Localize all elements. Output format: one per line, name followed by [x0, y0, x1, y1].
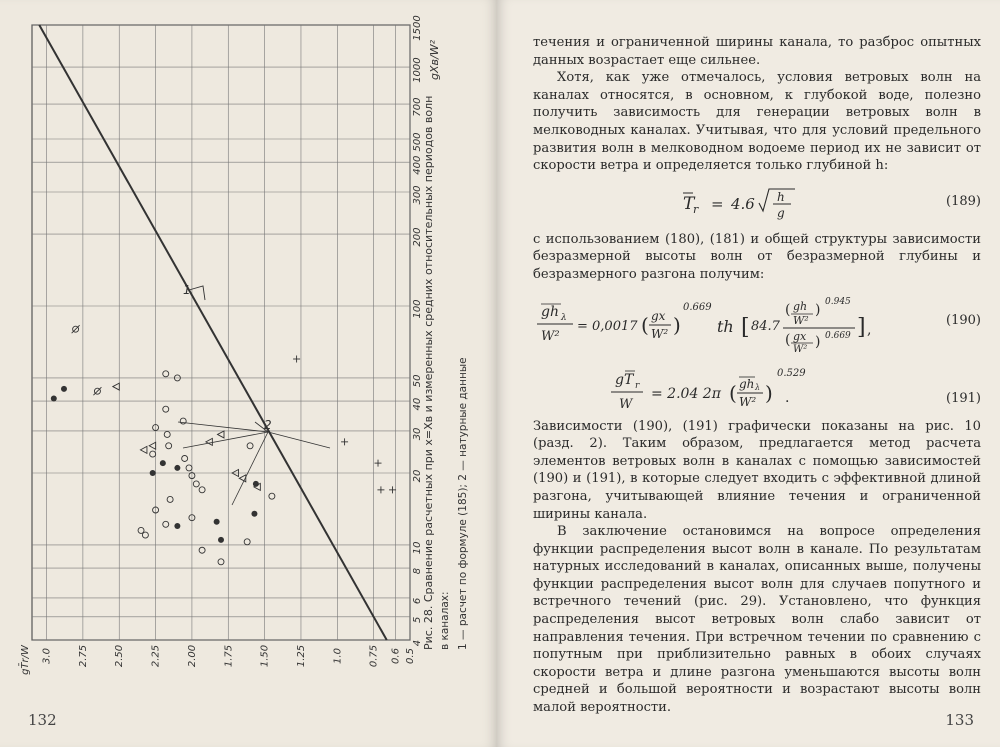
x-tick-label: 1500	[412, 15, 423, 41]
curve-1-line	[39, 25, 386, 640]
body-text	[533, 34, 981, 717]
data-point-open	[150, 451, 156, 457]
svg-text:[: [	[741, 314, 750, 340]
data-point-triangle	[206, 438, 213, 445]
equation-189	[533, 181, 981, 225]
data-point-open	[218, 559, 224, 565]
svg-text:=: =	[711, 194, 724, 213]
y-tick-label: 1.0	[332, 648, 344, 664]
data-point-open	[199, 547, 205, 553]
y-tick-label: 0.5	[405, 648, 416, 664]
right-page	[497, 0, 1000, 747]
y-tick-label: 3.0	[41, 648, 53, 664]
svg-text:= 2.04 2π: = 2.04 2π	[651, 385, 721, 402]
x-tick-label: 200	[412, 227, 423, 247]
y-axis-label: gT̄r/W	[20, 645, 31, 675]
paragraph-3: с использованием (180), (181) и общей структуры зависимости безразмерной высоты волн от безразмерной глубины и безразмерного разгона получим:	[533, 231, 981, 282]
svg-text:(: (	[729, 380, 737, 405]
svg-text:(: (	[785, 301, 791, 318]
svg-text:0.669: 0.669	[825, 330, 851, 341]
x-tick-label: 20	[412, 469, 423, 483]
x-tick-label: 1000	[412, 57, 423, 83]
y-tick-label: 2.50	[114, 644, 126, 668]
equation-189-formula	[533, 181, 933, 225]
equation-189-number: (189)	[946, 193, 981, 209]
x-tick-label: 500	[412, 132, 423, 152]
data-point-triangle	[140, 446, 147, 453]
paragraph-1: течения и ограниченной ширины канала, то разброс опытных данных возрастает еще сильнее.	[533, 35, 981, 68]
svg-text:): )	[815, 333, 821, 350]
data-point-triangle	[149, 442, 156, 449]
x-tick-label: 40	[412, 397, 423, 411]
x-tick-label: 10	[412, 541, 423, 555]
svg-text:]: ]	[857, 314, 866, 340]
svg-text:r: r	[693, 202, 699, 216]
svg-text:gh: gh	[739, 376, 755, 391]
equation-190-formula	[533, 290, 933, 352]
svg-text:W²: W²	[651, 326, 669, 341]
svg-text:84.7: 84.7	[751, 318, 780, 334]
svg-text:0.945: 0.945	[825, 296, 851, 307]
data-point-open	[182, 455, 188, 461]
svg-text:): )	[765, 380, 773, 405]
equation-190	[533, 290, 981, 352]
x-tick-label: 6	[412, 597, 423, 605]
svg-text:W²: W²	[739, 394, 757, 409]
y-tick-label: 0.75	[368, 644, 380, 668]
svg-text:4.6: 4.6	[731, 194, 755, 213]
data-point-filled	[160, 460, 166, 466]
y-tick-label: 1.75	[223, 644, 235, 668]
svg-text:r: r	[635, 380, 640, 391]
data-point-open	[163, 521, 169, 527]
caption-line-3: 1 — расчет по формуле (185); 2 — натурные данные	[457, 357, 469, 650]
data-point-open	[247, 443, 253, 449]
plot-frame	[32, 25, 410, 640]
svg-text:0.529: 0.529	[777, 367, 806, 379]
page-number-left: 132	[28, 711, 57, 729]
caption-line-1: Рис. 28. Сравнение расчетных при x=Xв и измеренных средних относительных периодов волн	[422, 95, 435, 650]
data-point-filled	[218, 537, 224, 543]
data-point-triangle	[218, 431, 225, 438]
x-tick-label: 8	[412, 567, 423, 575]
svg-text:W²: W²	[793, 313, 809, 327]
svg-text:0.669: 0.669	[683, 301, 712, 313]
svg-text:g: g	[777, 205, 785, 220]
data-point-open	[199, 487, 205, 493]
data-point-open	[244, 539, 250, 545]
x-tick-label: 400	[412, 155, 423, 175]
caption-line-2: в каналах:	[439, 591, 451, 650]
data-point-open	[167, 496, 173, 502]
left-page	[0, 0, 497, 747]
data-point-filled	[61, 386, 67, 392]
svg-text:λ: λ	[561, 312, 567, 323]
data-point-triangle	[113, 383, 120, 390]
data-point-filled	[214, 519, 220, 525]
svg-text:W²: W²	[541, 328, 560, 344]
data-point-open	[163, 371, 169, 377]
data-label-2: 2	[264, 418, 272, 432]
x-tick-label: 30	[412, 427, 423, 441]
svg-text:gx: gx	[793, 329, 807, 343]
svg-text:): )	[673, 312, 681, 337]
label-2-leader	[178, 422, 268, 432]
svg-text:gh: gh	[541, 303, 559, 320]
svg-text:(: (	[641, 312, 649, 337]
x-axis-label: gXв/W²	[428, 40, 441, 80]
svg-text:): )	[815, 301, 821, 318]
svg-text:W²: W²	[793, 343, 808, 352]
equation-191-formula	[533, 358, 933, 412]
equation-190-number: (190)	[946, 312, 981, 328]
equation-191	[533, 358, 981, 412]
x-tick-label: 300	[412, 185, 423, 205]
paragraph-2: Хотя, как уже отмечалось, условия ветровых волн на каналах относятся, в основном, к глубокой воде, полезно получить зависимость для генерации ветровых волн в мелководных каналах. Учитывая, что для условий предельного развития волн в мелководном водоеме период их не зависит от скорости ветра и определяется только глубиной h:	[533, 70, 981, 174]
y-tick-label: 1.25	[295, 644, 307, 668]
data-point-open	[142, 532, 148, 538]
x-tick-label: 4	[412, 639, 423, 647]
data-point-filled	[51, 396, 57, 402]
equation-191-number: (191)	[946, 390, 981, 406]
y-tick-label: 1.50	[259, 644, 271, 668]
svg-text:W: W	[619, 396, 633, 412]
data-point-filled	[174, 523, 180, 529]
label-2-leader	[183, 432, 268, 448]
data-point-filled	[251, 511, 257, 517]
svg-text:.: .	[785, 389, 790, 406]
svg-text:gT: gT	[615, 371, 634, 388]
data-point-open	[186, 465, 192, 471]
data-point-open	[163, 406, 169, 412]
svg-text:gx: gx	[651, 308, 666, 323]
svg-text:(: (	[785, 331, 791, 348]
x-tick-label: 100	[412, 299, 423, 319]
y-tick-label: 0.6	[390, 648, 402, 664]
y-tick-label: 2.25	[150, 644, 162, 668]
svg-text:h: h	[777, 189, 785, 204]
data-point-open	[193, 481, 199, 487]
curve-label-1: 1	[183, 283, 191, 297]
data-point-open	[269, 493, 275, 499]
svg-text:λ: λ	[755, 382, 761, 392]
page-number-right: 133	[945, 711, 974, 729]
data-point-filled	[174, 465, 180, 471]
data-point-filled	[150, 470, 156, 476]
paragraph-5: В заключение остановимся на вопросе определения функции распределения высот волн в канале. По результатам натурных исследований в каналах, описанных выше, получены функции распределения высот волн для случаев попутного и встречного течений (рис. 29). Установлено, что функция распределения высот ветровых волн слабо зависит от направления течения. При встречном течении по сравнению с попутным при приблизительно равных в обоих случаях скорости ветра и длине разгона уменьшаются высоты волн средней и большой вероятности и возрастают высоты волн малой вероятности.	[533, 524, 981, 716]
svg-text:gh: gh	[793, 299, 808, 313]
x-tick-label: 50	[412, 374, 423, 388]
svg-text:= 0,0017: = 0,0017	[577, 318, 638, 334]
figure-28-chart	[0, 0, 497, 747]
x-tick-label: 5	[412, 616, 423, 624]
svg-text:,: ,	[867, 321, 872, 338]
data-point-open	[166, 443, 172, 449]
svg-text:T: T	[683, 193, 695, 214]
y-tick-label: 2.75	[77, 644, 89, 668]
data-point-open	[164, 431, 170, 437]
x-tick-label: 700	[412, 97, 423, 117]
svg-text:th: th	[717, 316, 734, 336]
paragraph-4: Зависимости (190), (191) графически показаны на рис. 10 (разд. 2). Таким образом, предлагается метод расчета элементов ветровых волн в каналах с помощью зависимостей (190) и (191), в которые следует входить с эффективной длиной разгона, учитывающей влияние течения и ограниченной ширины канала.	[533, 418, 981, 522]
y-tick-label: 2.00	[186, 644, 198, 668]
